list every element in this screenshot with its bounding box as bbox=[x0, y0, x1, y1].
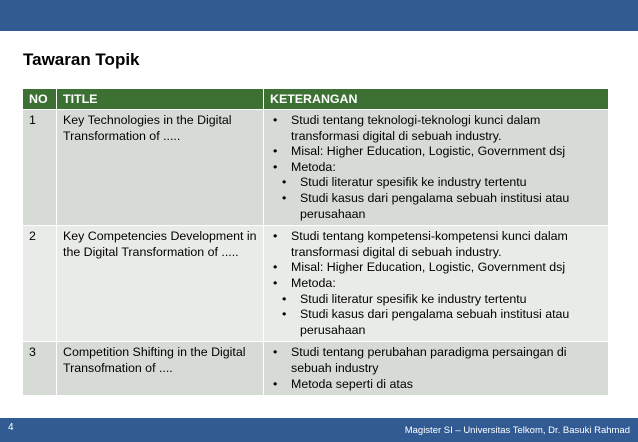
bullet-item: • Studi tentang perubahan paradigma persaingan di sebuah industry bbox=[270, 345, 602, 376]
row-title: Competition Shifting in the Digital Transofmation of .... bbox=[57, 342, 264, 395]
bullet-list bbox=[270, 345, 602, 392]
bullet-item: • Studi tentang teknologi-teknologi kunci dalam transformasi digital di sebuah industry. bbox=[270, 113, 602, 144]
bullet-item: • Misal: Higher Education, Logistic, Government dsj bbox=[270, 260, 602, 276]
sub-bullet-list bbox=[278, 175, 602, 222]
slide-title: Tawaran Topik bbox=[23, 50, 140, 69]
sub-bullet-item: • Studi kasus dari pengalama sebuah institusi atau perusahaan bbox=[278, 191, 602, 222]
page-number: 4 bbox=[8, 422, 14, 433]
footer-bar bbox=[0, 418, 638, 442]
table-row bbox=[23, 226, 608, 342]
table-row bbox=[23, 342, 608, 396]
row-description bbox=[264, 226, 608, 341]
bullet-list bbox=[270, 229, 602, 291]
row-number: 3 bbox=[23, 342, 57, 395]
footer-credit: Magister SI – Universitas Telkom, Dr. Basuki Rahmad bbox=[404, 425, 630, 436]
row-title: Key Competencies Development in the Digital Transformation of ..... bbox=[57, 226, 264, 341]
sub-bullet-item: • Studi literatur spesifik ke industry tertentu bbox=[278, 292, 602, 308]
row-title: Key Technologies in the Digital Transformation of ..... bbox=[57, 110, 264, 225]
bullet-list bbox=[270, 113, 602, 175]
sub-bullet-item: • Studi kasus dari pengalama sebuah institusi atau perusahaan bbox=[278, 307, 602, 338]
header-keterangan: KETERANGAN bbox=[270, 92, 358, 106]
table-header-row bbox=[23, 89, 608, 110]
bullet-item: • Metoda: bbox=[270, 160, 602, 176]
header-title: TITLE bbox=[57, 89, 264, 109]
bullet-item: • Metoda seperti di atas bbox=[270, 377, 602, 393]
row-number: 1 bbox=[23, 110, 57, 225]
row-number: 2 bbox=[23, 226, 57, 341]
sub-bullet-list bbox=[278, 292, 602, 339]
bullet-item: • Metoda: bbox=[270, 276, 602, 292]
header-no: NO bbox=[23, 89, 57, 109]
bullet-item: • Misal: Higher Education, Logistic, Government dsj bbox=[270, 144, 602, 160]
table-row bbox=[23, 110, 608, 226]
topics-table bbox=[23, 89, 608, 396]
row-description bbox=[264, 110, 608, 225]
sub-bullet-item: • Studi literatur spesifik ke industry tertentu bbox=[278, 175, 602, 191]
row-description bbox=[264, 342, 608, 395]
top-banner bbox=[0, 0, 638, 31]
bullet-item: • Studi tentang kompetensi-kompetensi kunci dalam transformasi digital di sebuah industry. bbox=[270, 229, 602, 260]
